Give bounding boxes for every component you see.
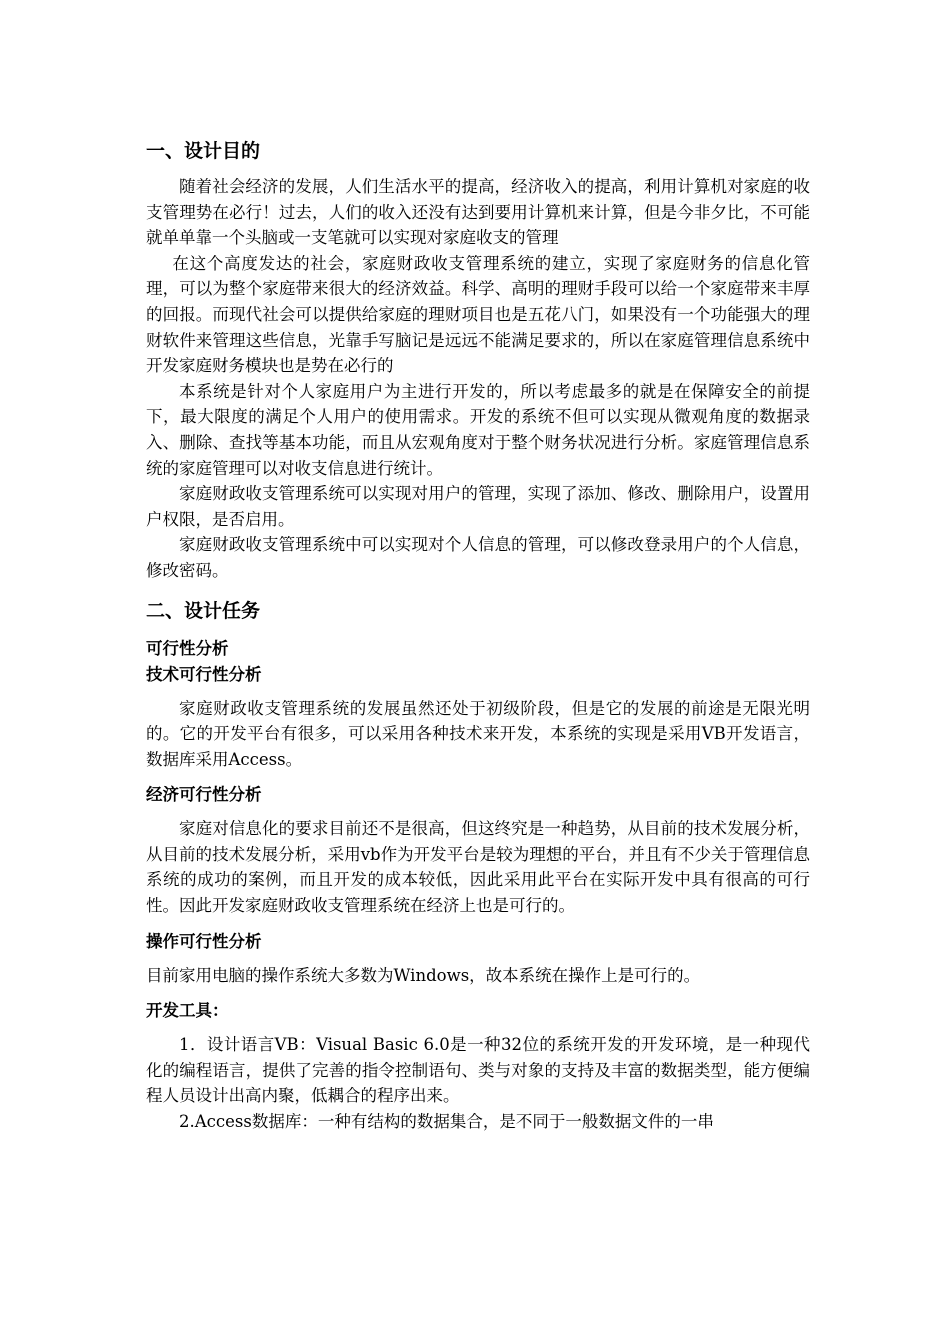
- subheading-feasibility: 可行性分析: [146, 638, 229, 658]
- subheading-economic-feasibility: 经济可行性分析: [146, 785, 262, 805]
- paragraph-operational: 目前家用电脑的操作系统大多数为Windows，故本系统在操作上是可行的。: [146, 965, 701, 985]
- paragraph-purpose-4: 家庭财政收支管理系统可以实现对用户的管理，实现了添加、修改、删除用户，设置用户权限，是否启用。: [146, 484, 810, 529]
- subheading-operational-feasibility: 操作可行性分析: [146, 931, 262, 951]
- paragraph-tool-access: 2.Access数据库：一种有结构的数据集合，是不同于一般数据文件的一串: [179, 1112, 714, 1132]
- paragraph-technical: 家庭财政收支管理系统的发展虽然还处于初级阶段，但是它的发展的前途是无限光明的。它的开发平台有很多，可以采用各种技术来开发，本系统的实现是采用VB开发语言，数据库采用Access。: [146, 698, 810, 769]
- paragraph-economic: 家庭对信息化的要求目前还不是很高，但这终究是一种趋势，从目前的技术发展分析，从目前的技术发展分析，采用vb作为开发平台是较为理想的平台，并且有不少关于管理信息系统的成功的案例，而且开发的成本较低，因此采用此平台在实际开发中具有很高的可行性。因此开发家庭财政收支管理系统在经济上也是可行的。: [146, 819, 810, 916]
- paragraph-purpose-5: 家庭财政收支管理系统中可以实现对个人信息的管理，可以修改登录用户的个人信息，修改密码。: [146, 535, 810, 580]
- paragraph-purpose-3: 本系统是针对个人家庭用户为主进行开发的，所以考虑最多的就是在保障安全的前提下，最大限度的满足个人用户的使用需求。开发的系统不但可以实现从微观角度的数据录入、删除、查找等基本功能，而且从宏观角度对于整个财务状况进行分析。家庭管理信息系统的家庭管理可以对收支信息进行统计。: [146, 381, 810, 478]
- paragraph-purpose-2: 在这个高度发达的社会，家庭财政收支管理系统的建立，实现了家庭财务的信息化管理，可以为整个家庭带来很大的经济效益。科学、高明的理财手段可以给一个家庭带来丰厚的回报。而现代社会可以提供给家庭的理财项目也是五花八门，如果没有一个功能强大的理财软件来管理这些信息，光靠手写脑记是远远不能满足要求的，所以在家庭管理信息系统中开发家庭财务模块也是势在必行的: [146, 253, 810, 376]
- section-heading-design-purpose: 一、设计目的: [146, 140, 261, 162]
- paragraph-tool-vb: 1．设计语言VB：Visual Basic 6.0是一种32位的系统开发的开发环境，是一种现代化的编程语言，提供了完善的指令控制语句、类与对象的支持及丰富的数据类型，能方便编程人员设计出高内聚，低耦合的程序出来。: [146, 1035, 810, 1106]
- section-heading-design-task: 二、设计任务: [146, 599, 261, 622]
- subheading-dev-tools: 开发工具：: [146, 1001, 229, 1021]
- document-page: [146, 134, 810, 1135]
- subheading-technical-feasibility: 技术可行性分析: [146, 664, 262, 684]
- paragraph-purpose-1: 随着社会经济的发展，人们生活水平的提高，经济收入的提高，利用计算机对家庭的收支管理势在必行！过去，人们的收入还没有达到要用计算机来计算，但是今非夕比，不可能就单单靠一个头脑或一支笔就可以实现对家庭收支的管理: [146, 177, 810, 248]
